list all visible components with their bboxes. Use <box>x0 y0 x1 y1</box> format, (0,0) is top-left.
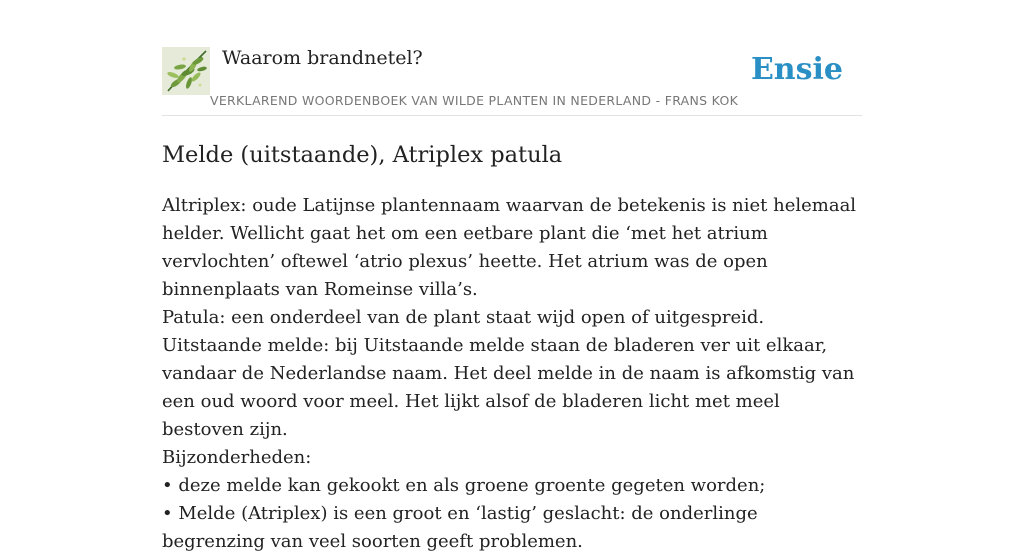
list-avatar[interactable] <box>162 47 210 95</box>
entry-body <box>162 192 862 556</box>
entry-list-item: • deze melde kan gekookt en als groene groente gegeten worden; <box>162 475 766 496</box>
entry-paragraph: Patula: een onderdeel van de plant staat wijd open of uitgespreid. <box>162 307 765 328</box>
entry-paragraph: Uitstaande melde: bij Uitstaande melde staan de bladeren ver uit elkaar, vandaar de Nederlandse naam. Het deel melde in de naam is afkomstig van een oud woord voor meel. Het lijkt alsof de bladeren licht met meel bestoven zijn. <box>162 335 855 440</box>
entry-title: Melde (uitstaande), Atriplex patula <box>162 142 563 168</box>
list-title[interactable]: Waarom brandnetel? <box>222 47 423 69</box>
brand-logo[interactable]: Ensie <box>750 52 843 87</box>
entry-paragraph: Altriplex: oude Latijnse plantennaam waarvan de betekenis is niet helemaal helder. Wellicht gaat het om een eetbare plant die ‘met het atrium vervlochten’ oftewel ‘atrio plexus’ heette. Het atrium was de open binnenplaats van Romeinse villa’s. <box>162 195 857 300</box>
entry-paragraph: Bijzonderheden: <box>162 447 312 468</box>
entry-list-item: • Melde (Atriplex) is een groot en ‘lastig’ geslacht: de onderlinge begrenzing van veel soorten geeft problemen. <box>162 503 758 552</box>
header-divider <box>162 115 862 116</box>
leaf-plant-icon <box>162 47 210 95</box>
dictionary-source[interactable]: VERKLAREND WOORDENBOEK VAN WILDE PLANTEN IN NEDERLAND - FRANS KOK <box>210 93 739 108</box>
